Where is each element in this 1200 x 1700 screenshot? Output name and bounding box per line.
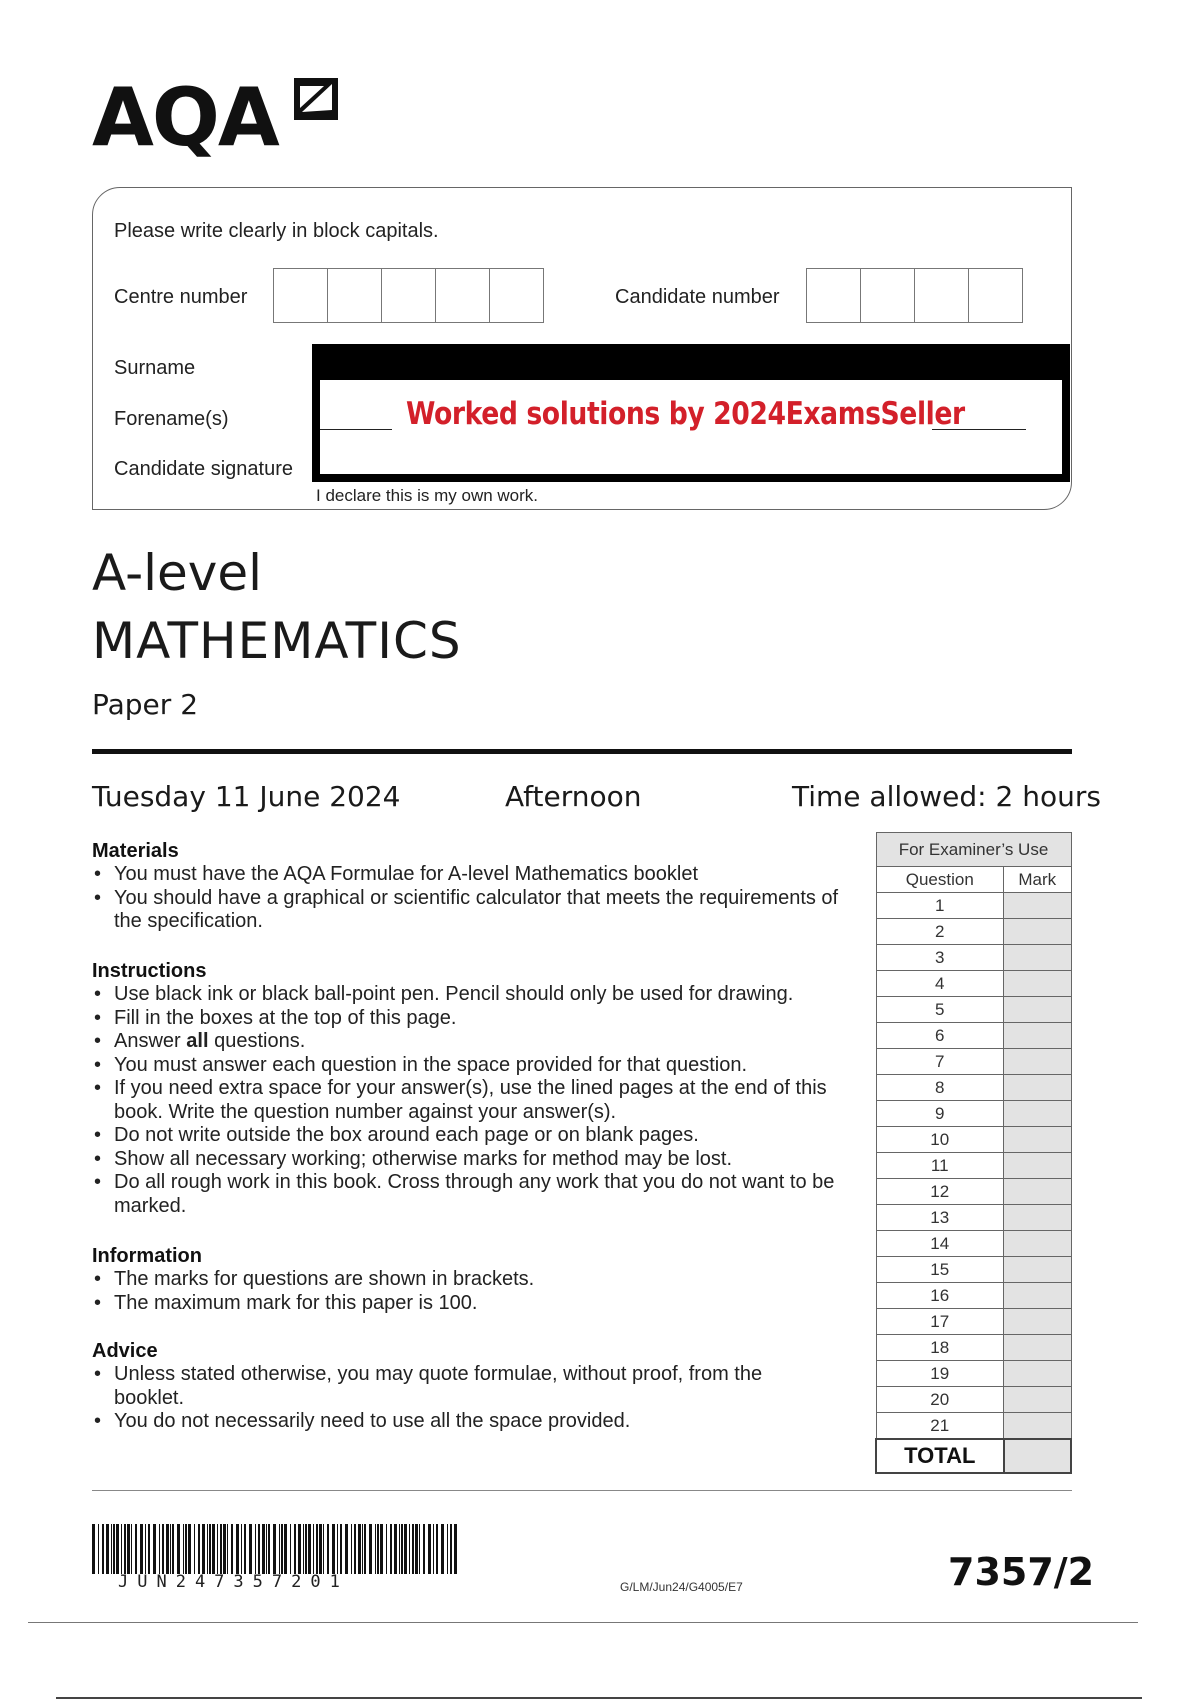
exam-session: Afternoon	[505, 780, 642, 813]
mark-cell[interactable]	[1004, 997, 1071, 1023]
list-item: • Use black ink or black ball-point pen. Pencil should only be used for drawing.	[92, 983, 862, 1007]
barcode-bar	[207, 1524, 208, 1574]
barcode-bar	[358, 1524, 361, 1574]
barcode-bar	[399, 1524, 400, 1574]
mark-cell[interactable]	[1004, 1335, 1071, 1361]
surname-label: Surname	[114, 357, 196, 379]
barcode-bar	[412, 1524, 414, 1574]
barcode-bar	[217, 1524, 218, 1574]
barcode-bar	[159, 1524, 160, 1574]
mark-cell[interactable]	[1004, 1023, 1071, 1049]
barcode-bar	[332, 1524, 335, 1574]
paper-code: 7357/2	[948, 1550, 1095, 1594]
mark-cell[interactable]	[1004, 919, 1071, 945]
barcode-bar	[303, 1524, 304, 1574]
barcode-bar	[319, 1524, 322, 1574]
barcode-bar	[249, 1524, 252, 1574]
barcode-bar	[364, 1524, 366, 1574]
barcode-bar	[188, 1524, 191, 1574]
barcode-bar	[236, 1524, 239, 1574]
barcode-bar	[121, 1524, 122, 1574]
signature-label: Candidate signature	[114, 458, 294, 480]
advice-list	[92, 1363, 792, 1434]
list-item: • Show all necessary working; otherwise marks for method may be lost.	[92, 1148, 862, 1172]
barcode-bar	[266, 1524, 267, 1574]
question-column-header: Question	[876, 867, 1004, 893]
mark-column-header: Mark	[1004, 867, 1071, 893]
advice-heading: Advice	[92, 1340, 158, 1362]
barcode-bar	[377, 1524, 379, 1574]
barcode-bar	[220, 1524, 222, 1574]
barcode-bar	[172, 1524, 174, 1574]
barcode-bar	[98, 1524, 99, 1574]
barcode-bar	[433, 1524, 434, 1574]
barcode-bar	[386, 1524, 387, 1574]
information-heading: Information	[92, 1245, 202, 1267]
barcode-text: JUN247357201	[118, 1572, 349, 1592]
table-row	[876, 1387, 1071, 1413]
page-edge-line	[56, 1697, 1142, 1699]
list-item: • Fill in the boxes at the top of this page.	[92, 1007, 862, 1031]
table-row	[876, 1231, 1071, 1257]
table-row	[876, 971, 1071, 997]
barcode-bar	[231, 1524, 233, 1574]
question-number: 10	[876, 1127, 1004, 1153]
barcode-bar	[185, 1524, 187, 1574]
barcode-bar	[194, 1524, 195, 1574]
barcode-bar	[316, 1524, 318, 1574]
table-row	[876, 1023, 1071, 1049]
mark-cell[interactable]	[1004, 1179, 1071, 1205]
barcode-bar	[380, 1524, 383, 1574]
table-row	[876, 1075, 1071, 1101]
centre-number-boxes[interactable]	[274, 268, 544, 323]
table-row	[876, 1101, 1071, 1127]
table-row	[876, 945, 1071, 971]
barcode-bar	[202, 1524, 205, 1574]
list-item: • If you need extra space for your answer(s), use the lined pages at the end of this book. Write the question number against your answer(s).	[92, 1077, 862, 1124]
paper-reference: G/LM/Jun24/G4005/E7	[620, 1580, 743, 1594]
barcode-bar	[313, 1524, 314, 1574]
mark-cell[interactable]	[1004, 945, 1071, 971]
list-item	[92, 1030, 862, 1054]
question-number: 2	[876, 919, 1004, 945]
barcode-bar	[279, 1524, 280, 1574]
barcode-bar	[298, 1524, 301, 1574]
barcode-bar	[394, 1524, 397, 1574]
barcode-bar	[227, 1524, 228, 1574]
barcode-bar	[436, 1524, 438, 1574]
table-row	[876, 919, 1071, 945]
examiner-table-title: For Examiner’s Use	[876, 833, 1071, 867]
list-item: • You must answer each question in the space provided for that question.	[92, 1054, 862, 1078]
barcode-bar	[351, 1524, 352, 1574]
question-number: 20	[876, 1387, 1004, 1413]
mark-cell[interactable]	[1004, 1205, 1071, 1231]
mark-cell[interactable]	[1004, 1101, 1071, 1127]
answer-text: Answer	[114, 1030, 181, 1052]
centre-number-box[interactable]	[381, 268, 436, 323]
barcode-bar	[415, 1524, 418, 1574]
list-item: • Do not write outside the box around each page or on blank pages.	[92, 1124, 862, 1148]
barcode-bar	[183, 1524, 184, 1574]
barcode-bar	[284, 1524, 287, 1574]
name-underline	[320, 429, 392, 430]
title-divider	[92, 749, 1072, 754]
barcode-bar	[223, 1524, 226, 1574]
barcode-bar	[401, 1524, 403, 1574]
mark-cell[interactable]	[1004, 1309, 1071, 1335]
question-number: 15	[876, 1257, 1004, 1283]
worked-solutions-overlay: Worked solutions by 2024ExamsSeller	[406, 396, 965, 432]
barcode-bar	[308, 1524, 311, 1574]
table-row	[876, 1153, 1071, 1179]
exam-date: Tuesday 11 June 2024	[92, 780, 401, 813]
mark-cell[interactable]	[1004, 1049, 1071, 1075]
list-item: • You do not necessarily need to use all the space provided.	[92, 1410, 792, 1434]
barcode-bar	[124, 1524, 126, 1574]
candidate-number-label: Candidate number	[615, 286, 780, 308]
barcode-bar	[127, 1524, 130, 1574]
information-list	[92, 1268, 862, 1315]
table-row	[876, 893, 1071, 919]
mark-cell[interactable]	[1004, 971, 1071, 997]
barcode-bar	[262, 1524, 265, 1574]
candidate-number-box[interactable]	[968, 268, 1023, 323]
table-row	[876, 997, 1071, 1023]
barcode-bar	[354, 1524, 356, 1574]
barcode-bar	[106, 1524, 109, 1574]
list-item: • You should have a graphical or scientific calculator that meets the requirements of the specification.	[92, 887, 862, 934]
instructions-list	[92, 983, 862, 1218]
list-item: • The maximum mark for this paper is 100.	[92, 1292, 862, 1316]
barcode-bar	[92, 1524, 95, 1574]
barcode-bar	[131, 1524, 132, 1574]
barcode-bar	[241, 1524, 242, 1574]
barcode-bar	[305, 1524, 307, 1574]
mark-cell[interactable]	[1004, 1075, 1071, 1101]
barcode-bar	[327, 1524, 329, 1574]
mark-cell[interactable]	[1004, 1413, 1071, 1440]
candidate-number-box[interactable]	[860, 268, 915, 323]
barcode-bar	[177, 1524, 180, 1574]
total-label: TOTAL	[876, 1439, 1004, 1473]
question-number: 4	[876, 971, 1004, 997]
declaration-text: I declare this is my own work.	[316, 486, 539, 505]
barcode-bar	[450, 1524, 452, 1574]
mark-cell[interactable]	[1004, 1127, 1071, 1153]
instructions-heading: Instructions	[92, 960, 207, 982]
list-item: • You must have the AQA Formulae for A-level Mathematics booklet	[92, 863, 862, 887]
barcode-bar	[294, 1524, 296, 1574]
barcode-bar	[116, 1524, 119, 1574]
paper-number: Paper 2	[92, 688, 199, 721]
question-number: 6	[876, 1023, 1004, 1049]
barcode-bar	[268, 1524, 270, 1574]
barcode-bar	[345, 1524, 348, 1574]
barcode-bar	[153, 1524, 156, 1574]
barcode-bar	[170, 1524, 171, 1574]
materials-heading: Materials	[92, 840, 179, 862]
question-number: 19	[876, 1361, 1004, 1387]
question-number: 17	[876, 1309, 1004, 1335]
barcode-bar	[166, 1524, 169, 1574]
question-number: 14	[876, 1231, 1004, 1257]
question-number: 11	[876, 1153, 1004, 1179]
barcode-bar	[390, 1524, 392, 1574]
aqa-mark-icon	[288, 72, 344, 126]
barcode-bar	[369, 1524, 372, 1574]
barcode-bar	[140, 1524, 143, 1574]
barcode-bar	[273, 1524, 276, 1574]
mark-cell[interactable]	[1004, 1257, 1071, 1283]
barcode-bar	[212, 1524, 215, 1574]
barcode-bar	[290, 1524, 291, 1574]
question-number: 3	[876, 945, 1004, 971]
question-number: 8	[876, 1075, 1004, 1101]
list-item: • Do all rough work in this book. Cross through any work that you do not want to be marked.	[92, 1171, 862, 1218]
question-number: 21	[876, 1413, 1004, 1440]
answer-questions-text: questions.	[214, 1030, 306, 1052]
barcode-bar	[428, 1524, 431, 1574]
materials-list	[92, 863, 862, 934]
table-row	[876, 1179, 1071, 1205]
barcode-bar	[409, 1524, 410, 1574]
mark-cell[interactable]	[1004, 1283, 1071, 1309]
centre-number-label: Centre number	[114, 286, 248, 308]
mark-cell[interactable]	[1004, 893, 1071, 919]
time-allowed: Time allowed: 2 hours	[792, 780, 1101, 813]
question-number: 12	[876, 1179, 1004, 1205]
barcode-bar	[447, 1524, 448, 1574]
centre-number-box[interactable]	[327, 268, 382, 323]
table-row	[876, 1127, 1071, 1153]
barcode-bar	[454, 1524, 457, 1574]
question-number: 7	[876, 1049, 1004, 1075]
answer-all-emphasis: all	[186, 1030, 209, 1052]
table-row	[876, 1205, 1071, 1231]
table-row	[876, 1257, 1071, 1283]
candidate-number-box[interactable]	[806, 268, 861, 323]
barcode-bar	[441, 1524, 444, 1574]
examiner-use-table	[875, 832, 1072, 1474]
barcode-bar	[404, 1524, 407, 1574]
question-number: 5	[876, 997, 1004, 1023]
qualification-level: A-level	[92, 544, 263, 602]
table-row	[876, 1413, 1071, 1440]
total-mark-cell[interactable]	[1004, 1439, 1071, 1473]
question-number: 13	[876, 1205, 1004, 1231]
barcode-bar	[362, 1524, 363, 1574]
barcode-bar	[281, 1524, 283, 1574]
question-number: 1	[876, 893, 1004, 919]
barcode-bar	[419, 1524, 420, 1574]
question-number: 16	[876, 1283, 1004, 1309]
table-row	[876, 1049, 1071, 1075]
centre-number-box[interactable]	[489, 268, 544, 323]
mark-cell[interactable]	[1004, 1231, 1071, 1257]
barcode-bar	[148, 1524, 150, 1574]
barcode-bar	[255, 1524, 256, 1574]
centre-number-box[interactable]	[435, 268, 490, 323]
barcode-bar	[162, 1524, 164, 1574]
table-row	[876, 1309, 1071, 1335]
barcode-bar	[323, 1524, 324, 1574]
list-item: • Unless stated otherwise, you may quote formulae, without proof, from the booklet.	[92, 1363, 792, 1410]
barcode-bar	[423, 1524, 425, 1574]
barcode-bar	[111, 1524, 112, 1574]
barcode-bar	[198, 1524, 200, 1574]
barcode-bar	[375, 1524, 376, 1574]
table-row	[876, 1361, 1071, 1387]
mark-cell[interactable]	[1004, 1361, 1071, 1387]
barcode-bar	[258, 1524, 260, 1574]
table-row	[876, 1283, 1071, 1309]
subject-title: MATHEMATICS	[92, 612, 462, 670]
barcode-bar	[337, 1524, 338, 1574]
barcode-bar	[244, 1524, 246, 1574]
list-item: • The marks for questions are shown in brackets.	[92, 1268, 862, 1292]
barcode-image	[92, 1524, 460, 1574]
centre-number-box[interactable]	[273, 268, 328, 323]
page-edge-line	[28, 1622, 1138, 1623]
barcode-bar	[340, 1524, 342, 1574]
table-row	[876, 1335, 1071, 1361]
mark-cell[interactable]	[1004, 1153, 1071, 1179]
question-number: 18	[876, 1335, 1004, 1361]
barcode-bar	[102, 1524, 104, 1574]
mark-cell[interactable]	[1004, 1387, 1071, 1413]
forename-label: Forename(s)	[114, 408, 229, 430]
barcode-bar	[209, 1524, 211, 1574]
footer-divider	[92, 1490, 1072, 1491]
barcode-bar	[113, 1524, 115, 1574]
aqa-logo: AQA	[92, 71, 278, 164]
candidate-number-box[interactable]	[914, 268, 969, 323]
barcode-bar	[145, 1524, 146, 1574]
candidate-number-boxes[interactable]	[807, 268, 1023, 323]
block-capitals-instruction: Please write clearly in block capitals.	[114, 220, 439, 242]
question-number: 9	[876, 1101, 1004, 1127]
barcode-bar	[135, 1524, 137, 1574]
